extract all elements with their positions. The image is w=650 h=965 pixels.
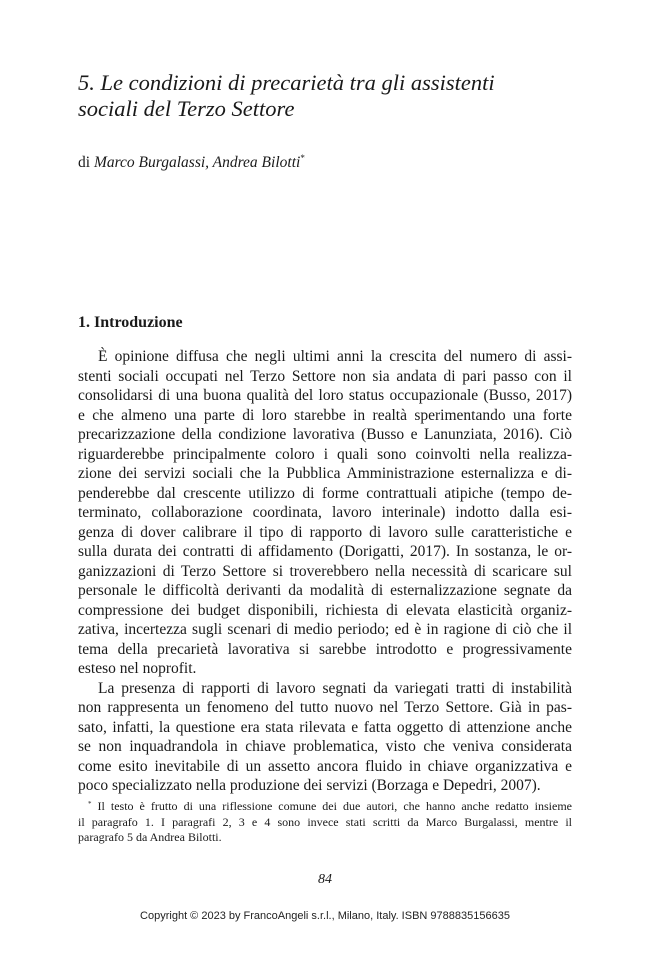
text-line: e che almeno una parte di loro starebbe in realtà sperimentando una forte — [78, 406, 572, 424]
footnote-text: Il testo è frutto di una riflessione comune dei due autori, che hanno anche redatto insieme — [91, 799, 572, 813]
text-line: La presenza di rapporti di lavoro segnati da variegati tratti di instabilità — [98, 679, 572, 697]
text-line: riguarderebbe principalmente coloro i quali sono coinvolti nella realizza- — [78, 445, 572, 463]
text-line: non rappresenta un fenomeno del tutto nuovo nel Terzo Settore. Già in pas- — [78, 699, 572, 716]
text-line: zativa, incertezza sugli scenari di medio periodo; ed è in ragione di ciò che il — [78, 621, 572, 638]
text-line: consolidarsi di una buona qualità del loro status occupazionale (Busso, 2017) — [78, 387, 572, 404]
page-number: 84 — [318, 872, 332, 887]
text-line: precarizzazione della condizione lavorativa (Busso e Lanunziata, 2016). Ciò — [78, 426, 572, 443]
footnote-line — [78, 797, 572, 815]
chapter-title — [78, 70, 578, 122]
footnote-line: il paragrafo 1. I paragrafi 2, 3 e 4 sono invece stati scritti da Marco Burgalassi, mentre il — [78, 814, 572, 829]
text-line: compressione dei budget disponibili, richiesta di elevata elasticità organiz- — [78, 601, 572, 619]
text-line: È opinione diffusa che negli ultimi anni la crescita del numero di assi- — [98, 348, 572, 365]
text-line: ganizzazioni di Terzo Settore si troverebbero nella necessità di scaricare sul — [78, 562, 572, 580]
paragraph-1 — [78, 347, 572, 679]
text-line: sulla durata dei contratti di affidamento (Dorigatti, 2017). In sostanza, le or- — [78, 543, 572, 560]
copyright-notice: Copyright © 2023 by FrancoAngeli s.r.l., Milano, Italy. ISBN 9788835156635 — [140, 910, 510, 922]
text-line: se non inquadrandola in chiave problematica, visto che veniva considerata — [78, 738, 572, 755]
text-line: esteso nel noprofit. — [78, 660, 197, 677]
text-line: sato, infatti, la questione era stata rilevata e fatta oggetto di attenzione anche — [78, 718, 572, 736]
footnote-line: paragrafo 5 da Andrea Bilotti. — [78, 830, 222, 844]
footnote — [78, 797, 572, 846]
text-line: terminato, collaborazione coordinata, lavoro interinale) indotto dalla esi- — [78, 504, 572, 521]
text-line: poco specializzato nella produzione dei servizi (Borzaga e Depedri, 2007). — [78, 777, 541, 794]
text-line: tema della precarietà lavorativa si sarebbe introdotto e progressivamente — [78, 640, 572, 658]
chapter-title-line1: 5. Le condizioni di precarietà tra gli assistenti — [78, 70, 495, 95]
body-text — [78, 347, 572, 796]
author-prefix: di — [78, 154, 91, 171]
author-names: Marco Burgalassi, Andrea Bilotti — [93, 154, 301, 171]
text-line: stenti sociali occupati nel Terzo Settore non sia andata di pari passo con il — [78, 367, 572, 385]
author-footnote-mark: * — [300, 153, 305, 163]
chapter-title-line2: sociali del Terzo Settore — [78, 96, 295, 121]
text-line: penderebbe dal crescente utilizzo di forme contrattuali atipiche (tempo de- — [78, 484, 572, 502]
text-line: come esito inevitabile di un assetto ancora fluido in chiave organizzativa e — [78, 757, 572, 775]
author-byline — [78, 148, 305, 173]
text-line: zione dei servizi sociali che la Pubblica Amministrazione esternalizza e di- — [78, 465, 572, 482]
text-line: genza di dover calibrare il tipo di rapporto di lavoro sulle caratteristiche e — [78, 523, 572, 541]
footnote-mark: * — [88, 800, 92, 808]
paragraph-2 — [78, 679, 572, 796]
text-line: personale le difficoltà derivanti da modalità di esternalizzazione segnate da — [78, 582, 572, 599]
section-heading: 1. Introduzione — [78, 314, 183, 331]
